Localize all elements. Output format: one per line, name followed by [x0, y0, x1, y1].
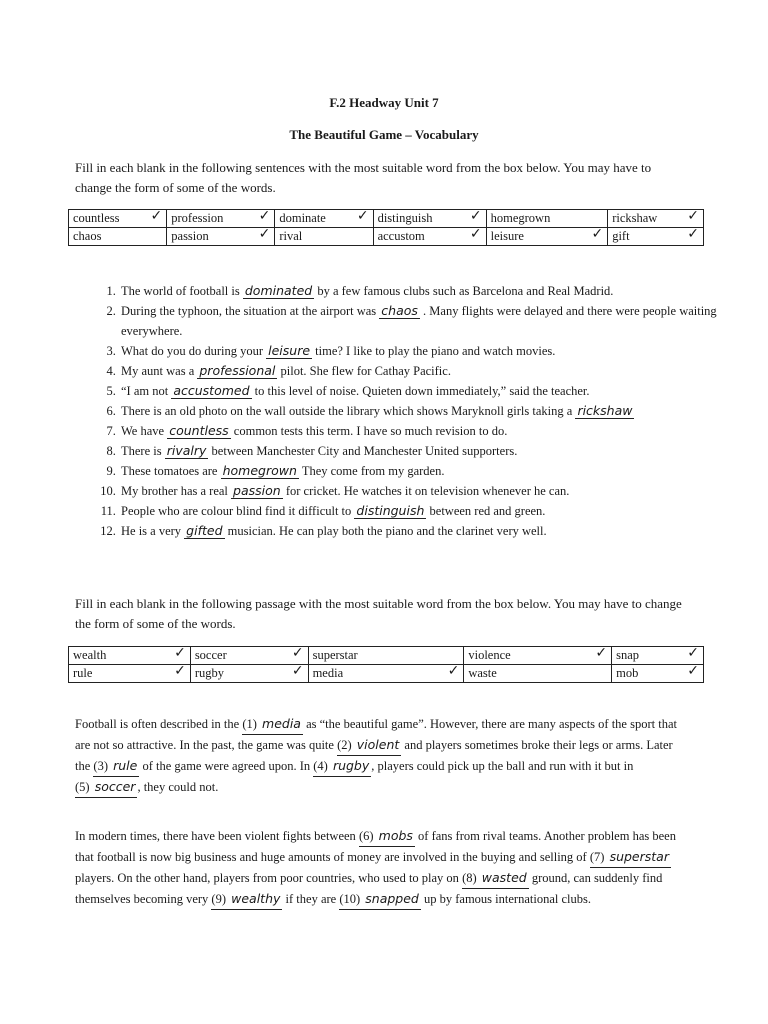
- word-box-2-cell: [190, 665, 308, 683]
- sentence-list: [95, 281, 729, 541]
- passage-blank: [313, 756, 371, 777]
- handwritten-answer: snapped: [365, 891, 419, 906]
- blank-number: (10): [339, 892, 361, 906]
- sentence-text: The world of football is: [121, 284, 243, 298]
- word-box-2-row: [69, 665, 704, 683]
- instruction-2: Fill in each blank in the following passage with the most suitable word from the box below. You may have to change the form of some of the words.: [75, 596, 682, 631]
- word-box-1-cell: [69, 210, 167, 228]
- passage-text: of fans from rival teams. Another problem has been that football is now big business and huge amounts of money are involved in the buying and selling of: [75, 829, 676, 864]
- sentence-text: common tests this term. I have so much revision to do.: [230, 424, 508, 438]
- check-mark-icon: ✓: [150, 208, 163, 224]
- box-word: profession: [171, 211, 224, 225]
- word-box-2: [68, 646, 704, 683]
- handwritten-answer: leisure: [268, 343, 311, 358]
- box-word: waste: [468, 666, 497, 680]
- passage-text: of the game were agreed upon. In: [139, 759, 314, 773]
- word-box-1-cell: [608, 228, 704, 246]
- sentence-text: musician. He can play both the piano and the clarinet very well.: [224, 524, 547, 538]
- check-mark-icon: ✓: [291, 663, 304, 679]
- box-word: wealth: [73, 648, 107, 662]
- instruction-1: Fill in each blank in the following sentences with the most suitable word from the box below. You may have to change the form of some of the words.: [75, 160, 652, 195]
- handwritten-answer: dominated: [244, 283, 313, 298]
- word-box-1-cell: [608, 210, 704, 228]
- check-mark-icon: ✓: [469, 226, 482, 242]
- handwritten-answer: countless: [169, 423, 229, 438]
- box-word: rugby: [194, 666, 224, 680]
- check-mark-icon: ✓: [687, 226, 699, 242]
- passage-blank: [359, 826, 415, 847]
- sentence-text: time? I like to play the piano and watch movies.: [312, 344, 556, 358]
- word-box-2-cell: [308, 647, 464, 665]
- check-mark-icon: ✓: [174, 663, 186, 679]
- handwritten-answer: passion: [233, 483, 281, 498]
- check-mark-icon: ✓: [591, 226, 604, 242]
- handwritten-answer: rule: [113, 758, 138, 773]
- word-box-1-cell: [167, 210, 275, 228]
- box-word: homegrown: [490, 211, 551, 225]
- passage-blank: [339, 889, 421, 910]
- passage-text: up by famous international clubs.: [420, 892, 591, 906]
- passage-text: players. On the other hand, players from poor countries, who used to play on: [75, 871, 463, 885]
- box-word: rule: [73, 666, 93, 680]
- word-box-1-cell: [275, 210, 373, 228]
- handwritten-answer: professional: [199, 363, 276, 378]
- word-box-2-cell: [190, 647, 308, 665]
- box-word: leisure: [490, 229, 524, 243]
- sentence-text: There is an old photo on the wall outside the library which shows Maryknoll girls taking a: [121, 404, 576, 418]
- passage-blank: [242, 714, 303, 735]
- sentence-item: [119, 461, 729, 481]
- sentence-text: pilot. She flew for Cathay Pacific.: [277, 364, 451, 378]
- blank-number: (2): [337, 738, 352, 752]
- box-word: snap: [616, 648, 640, 662]
- check-mark-icon: ✓: [258, 226, 271, 242]
- handwritten-answer: media: [262, 716, 301, 731]
- sentence-text: “I am not: [121, 384, 172, 398]
- check-mark-icon: ✓: [174, 645, 186, 661]
- box-word: media: [312, 666, 344, 680]
- word-box-1-cell: [486, 228, 608, 246]
- word-box-2-cell: [308, 665, 464, 683]
- handwritten-answer: homegrown: [222, 463, 297, 478]
- sentence-text: These tomatoes are: [121, 464, 221, 478]
- box-word: soccer: [194, 648, 227, 662]
- passage-text: and players sometimes broke their legs or arms. Later the: [75, 738, 673, 773]
- sentence-text: He is a very: [121, 524, 185, 538]
- passage-paragraph-2: [75, 826, 690, 910]
- handwritten-answer: chaos: [381, 303, 418, 318]
- sentence-text: by a few famous clubs such as Barcelona and Real Madrid.: [314, 284, 614, 298]
- passage-blank: [93, 756, 139, 777]
- handwritten-answer: gifted: [186, 523, 223, 538]
- box-word: violence: [468, 648, 511, 662]
- sentence-text: for cricket. He watches it on television whenever he can.: [282, 484, 570, 498]
- sentence-text: What do you do during your: [121, 344, 267, 358]
- blank-number: (4): [313, 759, 328, 773]
- sentence-item: [119, 381, 729, 401]
- word-box-2-cell: [464, 665, 612, 683]
- sentence-item: [119, 281, 729, 301]
- passage-text: if they are: [282, 892, 340, 906]
- passage-blank: [211, 889, 282, 910]
- passage-blank: [337, 735, 401, 756]
- word-box-1-cell: [275, 228, 373, 246]
- handwritten-answer: rivalry: [166, 443, 207, 458]
- word-box-1-cell: [486, 210, 608, 228]
- word-box-1-row: [69, 228, 704, 246]
- word-box-1-cell: [373, 228, 486, 246]
- sentence-item: [119, 361, 729, 381]
- check-mark-icon: ✓: [356, 208, 369, 224]
- box-word: rival: [279, 229, 303, 243]
- blank-number: (9): [211, 892, 226, 906]
- box-word: distinguish: [377, 211, 433, 225]
- handwritten-answer: violent: [356, 737, 400, 752]
- blank-number: (8): [462, 871, 477, 885]
- sentence-item: [119, 501, 729, 521]
- sentence-text: My brother has a real: [121, 484, 232, 498]
- page-title: F.2 Headway Unit 7: [329, 95, 439, 110]
- passage-paragraph-1: [75, 714, 690, 798]
- word-box-2-cell: [69, 647, 191, 665]
- word-box-2-cell: [612, 647, 704, 665]
- passage-text: , players could pick up the ball and run with it but in: [371, 759, 634, 773]
- blank-number: (1): [242, 717, 257, 731]
- handwritten-answer: rugby: [332, 758, 370, 773]
- handwritten-answer: accustomed: [173, 383, 250, 398]
- handwritten-answer: wasted: [481, 870, 527, 885]
- word-box-1-cell: [373, 210, 486, 228]
- page-subtitle: The Beautiful Game – Vocabulary: [289, 127, 479, 142]
- box-word: rickshaw: [612, 211, 658, 225]
- handwritten-answer: soccer: [94, 779, 136, 794]
- sentence-item: [119, 341, 729, 361]
- box-word: dominate: [279, 211, 326, 225]
- passage-blank: [462, 868, 529, 889]
- sentence-text: to this level of noise. Quieten down immediately,” said the teacher.: [251, 384, 590, 398]
- sentence-text: between Manchester City and Manchester United supporters.: [208, 444, 518, 458]
- sentence-text: We have: [121, 424, 168, 438]
- box-word: accustom: [377, 229, 425, 243]
- sentence-item: [119, 521, 729, 541]
- blank-number: (5): [75, 780, 90, 794]
- sentence-text: They come from my garden.: [298, 464, 445, 478]
- check-mark-icon: ✓: [687, 208, 699, 224]
- sentence-text: During the typhoon, the situation at the airport was: [121, 304, 380, 318]
- handwritten-answer: mobs: [378, 828, 413, 843]
- passage-text: , they could not.: [137, 780, 219, 794]
- word-box-1-cell: [167, 228, 275, 246]
- box-word: superstar: [312, 648, 358, 662]
- sentence-text: between red and green.: [426, 504, 546, 518]
- sentence-item: [119, 301, 729, 341]
- check-mark-icon: ✓: [687, 663, 699, 679]
- passage-text: as “the beautiful game”. However, there are many aspects of the sport that are not so attractive. In the past, the game was quite: [75, 717, 677, 752]
- sentence-text: There is: [121, 444, 165, 458]
- box-word: gift: [612, 229, 630, 243]
- passage-text: In modern times, there have been violent fights between: [75, 829, 359, 843]
- box-word: countless: [73, 211, 120, 225]
- box-word: chaos: [73, 229, 102, 243]
- check-mark-icon: ✓: [447, 663, 460, 679]
- check-mark-icon: ✓: [291, 645, 304, 661]
- passage-text: Football is often described in the: [75, 717, 243, 731]
- sentence-text: My aunt was a: [121, 364, 198, 378]
- box-word: mob: [616, 666, 639, 680]
- passage-blank: [590, 847, 671, 868]
- sentence-item: [119, 421, 729, 441]
- word-box-1-row: [69, 210, 704, 228]
- passage-text: ground, can suddenly find themselves becoming very: [75, 871, 663, 906]
- check-mark-icon: ✓: [258, 208, 271, 224]
- sentence-item: [119, 441, 729, 461]
- passage-blank: [75, 777, 137, 798]
- check-mark-icon: ✓: [687, 645, 699, 661]
- word-box-1: [68, 209, 704, 246]
- handwritten-answer: wealthy: [231, 891, 281, 906]
- handwritten-answer: superstar: [609, 849, 669, 864]
- sentence-text: . Many flights were delayed and there were people waiting everywhere.: [121, 304, 717, 338]
- sentence-item: [119, 481, 729, 501]
- word-box-2-cell: [464, 647, 612, 665]
- box-word: passion: [171, 229, 209, 243]
- handwritten-answer: rickshaw: [577, 403, 633, 418]
- blank-number: (6): [358, 829, 374, 843]
- check-mark-icon: ✓: [469, 208, 482, 224]
- word-box-2-row: [69, 647, 704, 665]
- blank-number: (7): [589, 850, 605, 864]
- sentence-text: People who are colour blind find it difficult to: [121, 504, 355, 518]
- sentence-item: [119, 401, 729, 421]
- blank-number: (3): [93, 759, 108, 773]
- word-box-1-cell: [69, 228, 167, 246]
- check-mark-icon: ✓: [595, 645, 608, 661]
- word-box-2-cell: [612, 665, 704, 683]
- word-box-2-cell: [69, 665, 191, 683]
- handwritten-answer: distinguish: [356, 503, 425, 518]
